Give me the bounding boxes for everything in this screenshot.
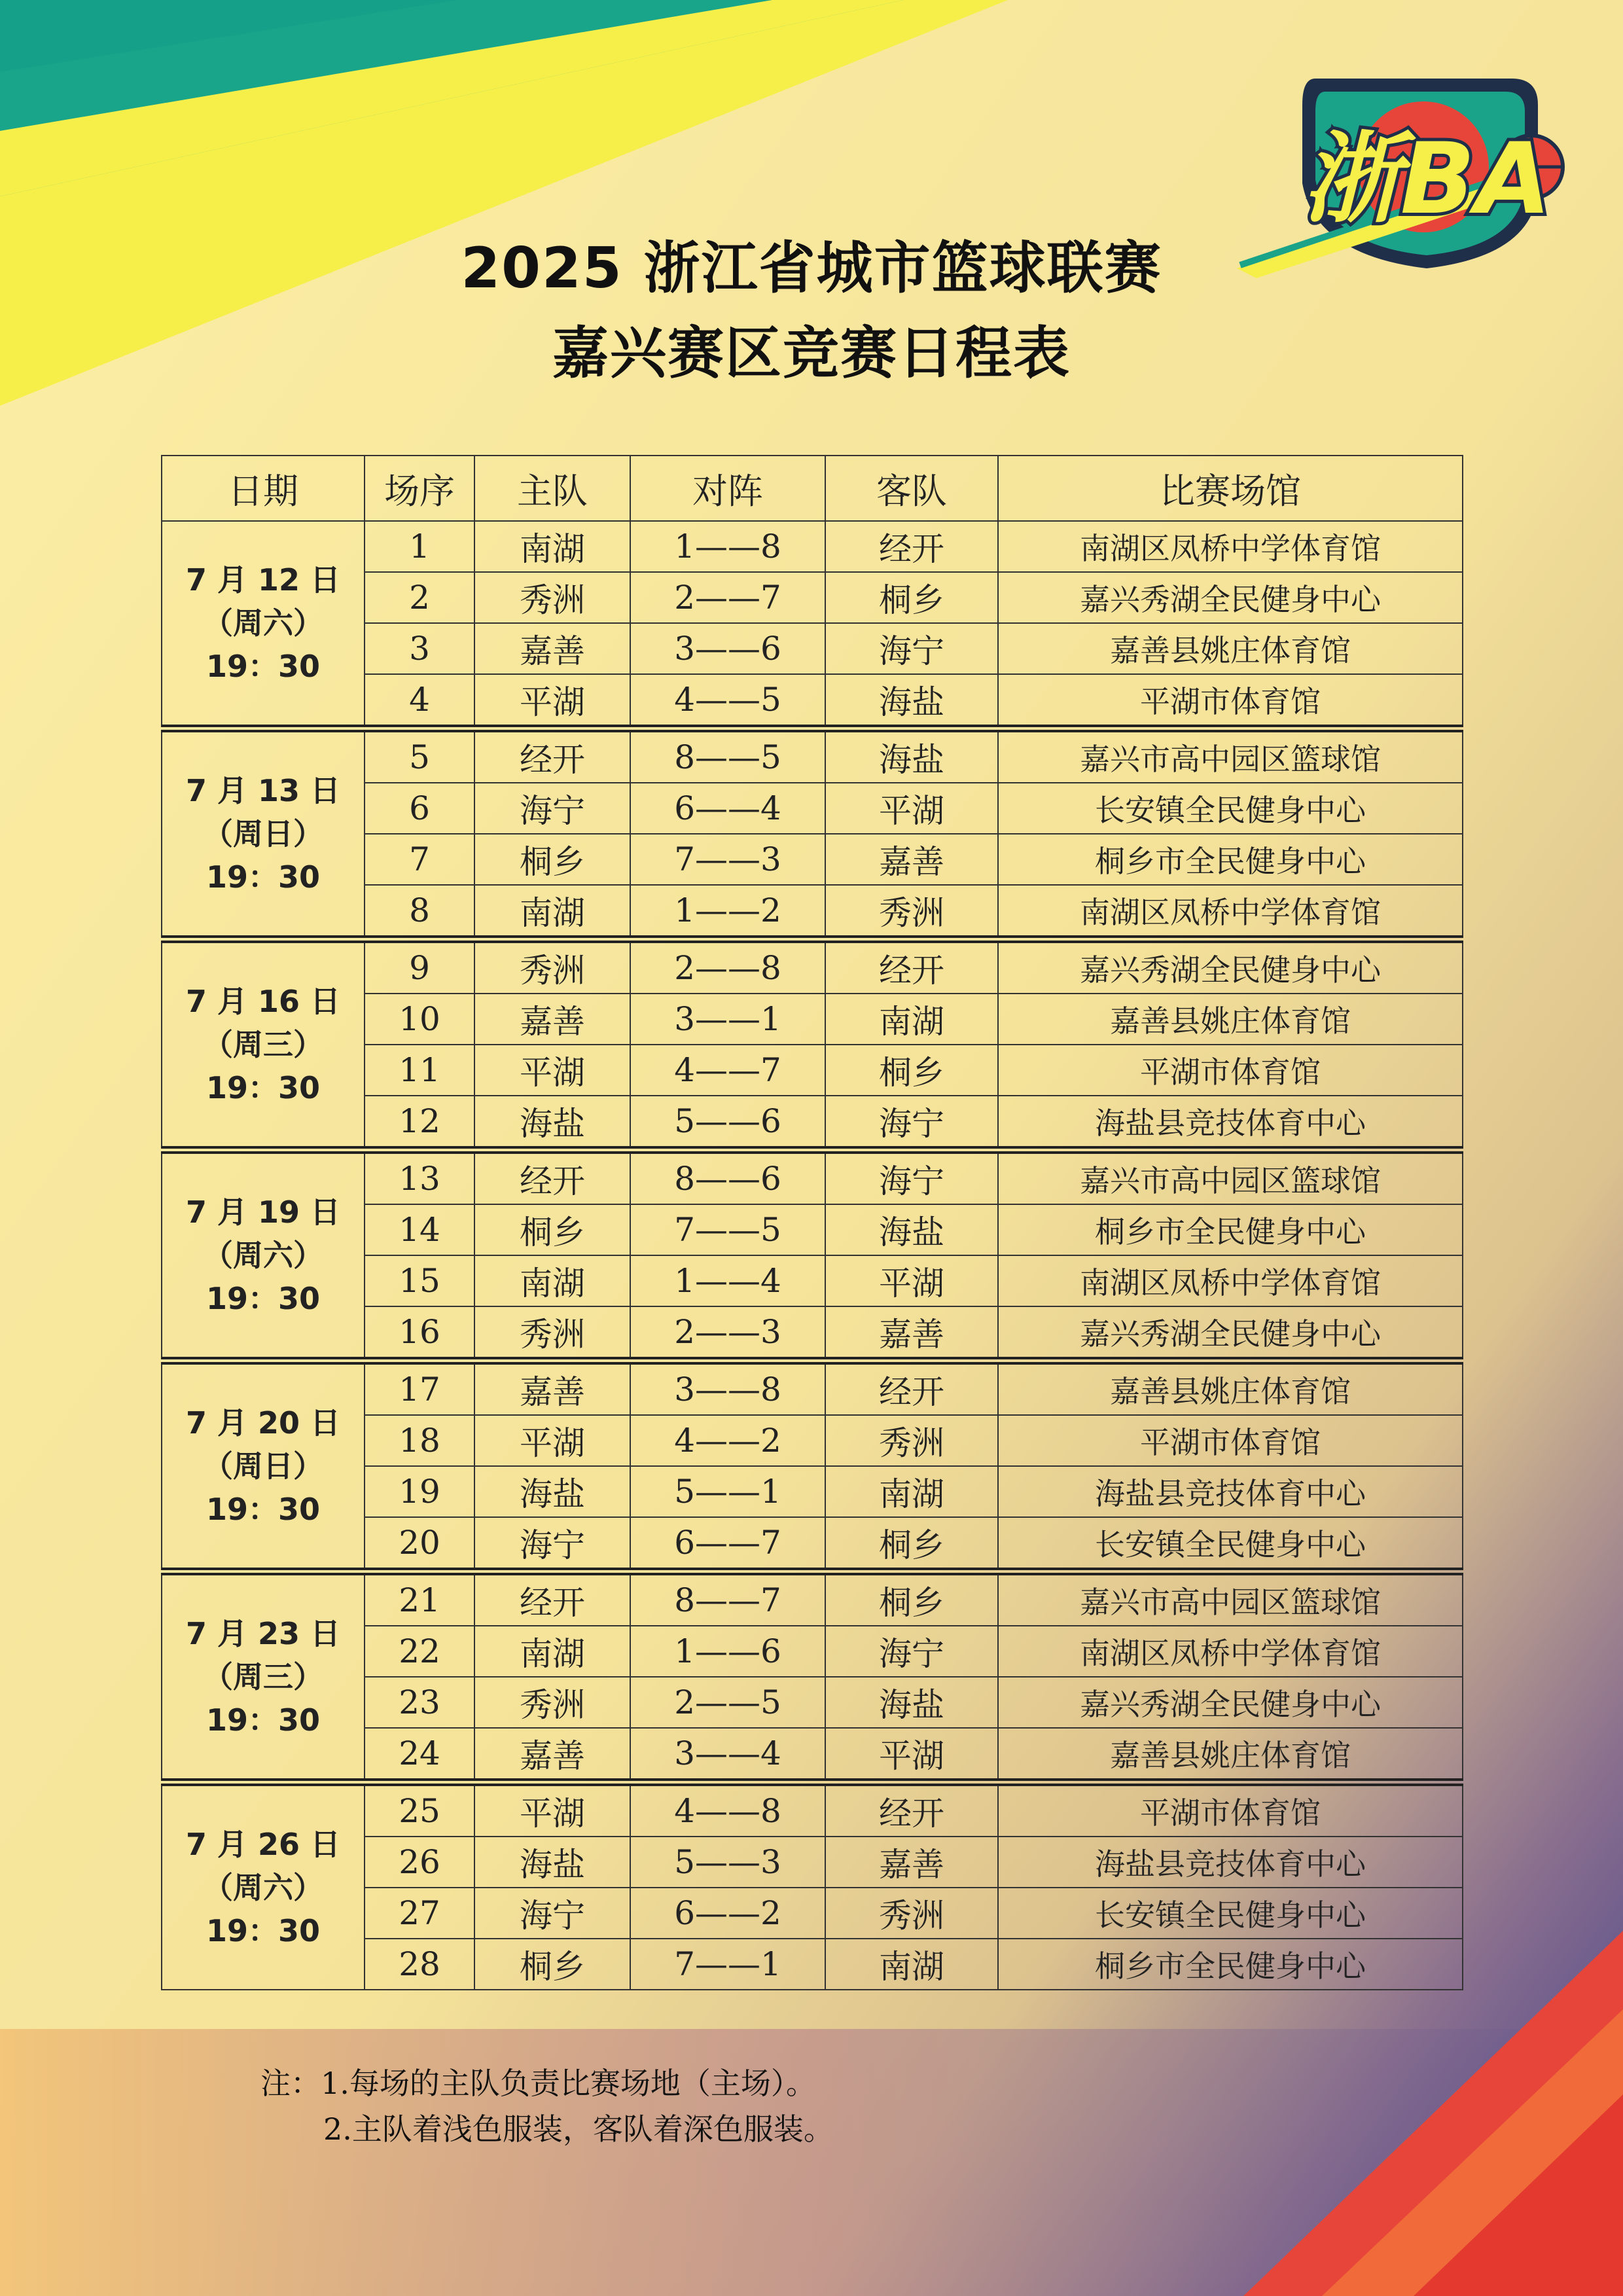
home-team-cell: 秀洲 <box>474 572 630 623</box>
note-line-1: 注：1.每场的主队负责比赛场地（主场）。 <box>260 2066 816 2101</box>
away-team-cell: 秀洲 <box>825 1888 998 1939</box>
header-away-team: 客队 <box>825 456 998 521</box>
venue-cell: 桐乡市全民健身中心 <box>998 1204 1463 1255</box>
date-date: 7 月 26 日 <box>185 1827 341 1862</box>
note-line-2: 2.主队着浅色服装，客队着深色服装。 <box>323 2111 834 2147</box>
date-date: 7 月 13 日 <box>185 773 341 808</box>
game-number-cell: 11 <box>365 1045 474 1096</box>
date-cell <box>162 521 365 728</box>
matchup-cell: 2——7 <box>630 572 825 623</box>
home-team-cell: 海盐 <box>474 1837 630 1888</box>
game-number-cell: 9 <box>365 939 474 994</box>
home-team-cell: 秀洲 <box>474 1677 630 1728</box>
home-team-cell: 海宁 <box>474 1888 630 1939</box>
date-weekday: （周日） <box>203 1448 323 1484</box>
table-row <box>162 728 1463 783</box>
date-time: 19：30 <box>205 1070 321 1105</box>
venue-cell: 嘉兴市高中园区篮球馆 <box>998 728 1463 783</box>
game-number-cell: 19 <box>365 1466 474 1517</box>
game-number-cell: 3 <box>365 623 474 674</box>
table-row <box>162 939 1463 994</box>
home-team-cell: 平湖 <box>474 674 630 728</box>
date-date: 7 月 23 日 <box>185 1616 341 1651</box>
game-number-cell: 1 <box>365 521 474 572</box>
date-cell <box>162 728 365 939</box>
matchup-cell: 6——2 <box>630 1888 825 1939</box>
game-number-cell: 13 <box>365 1150 474 1204</box>
venue-cell: 嘉善县姚庄体育馆 <box>998 1361 1463 1415</box>
date-date: 7 月 19 日 <box>185 1194 341 1230</box>
date-cell <box>162 1150 365 1361</box>
home-team-cell: 经开 <box>474 1571 630 1626</box>
matchup-cell: 4——8 <box>630 1782 825 1837</box>
venue-cell: 平湖市体育馆 <box>998 1782 1463 1837</box>
home-team-cell: 海宁 <box>474 783 630 834</box>
date-time: 19：30 <box>205 1913 321 1948</box>
table-row <box>162 1571 1463 1626</box>
game-number-cell: 28 <box>365 1939 474 1990</box>
venue-cell: 桐乡市全民健身中心 <box>998 1939 1463 1990</box>
date-weekday: （周六） <box>203 1238 323 1273</box>
page-title-line1: 2025 浙江省城市篮球联赛 <box>461 236 1162 301</box>
matchup-cell: 5——3 <box>630 1837 825 1888</box>
svg-text:浙BA: 浙BA <box>1302 122 1552 236</box>
venue-cell: 嘉善县姚庄体育馆 <box>998 994 1463 1045</box>
matchup-cell: 6——7 <box>630 1517 825 1571</box>
date-time: 19：30 <box>205 1702 321 1738</box>
away-team-cell: 南湖 <box>825 1939 998 1990</box>
matchup-cell: 4——2 <box>630 1415 825 1466</box>
away-team-cell: 经开 <box>825 939 998 994</box>
venue-cell: 嘉兴秀湖全民健身中心 <box>998 939 1463 994</box>
matchup-cell: 7——1 <box>630 1939 825 1990</box>
away-team-cell: 海盐 <box>825 1677 998 1728</box>
game-number-cell: 21 <box>365 1571 474 1626</box>
away-team-cell: 桐乡 <box>825 572 998 623</box>
away-team-cell: 南湖 <box>825 994 998 1045</box>
date-weekday: （周日） <box>203 816 323 852</box>
venue-cell: 平湖市体育馆 <box>998 1045 1463 1096</box>
date-cell <box>162 1782 365 1990</box>
header-venue: 比赛场馆 <box>998 456 1463 521</box>
matchup-cell: 3——8 <box>630 1361 825 1415</box>
game-number-cell: 18 <box>365 1415 474 1466</box>
game-number-cell: 4 <box>365 674 474 728</box>
game-number-cell: 2 <box>365 572 474 623</box>
venue-cell: 嘉兴秀湖全民健身中心 <box>998 572 1463 623</box>
away-team-cell: 桐乡 <box>825 1517 998 1571</box>
matchup-cell: 6——4 <box>630 783 825 834</box>
home-team-cell: 桐乡 <box>474 1939 630 1990</box>
date-date: 7 月 16 日 <box>185 984 341 1019</box>
game-number-cell: 5 <box>365 728 474 783</box>
away-team-cell: 海宁 <box>825 1096 998 1150</box>
table-row <box>162 521 1463 572</box>
header-home-team: 主队 <box>474 456 630 521</box>
date-date: 7 月 12 日 <box>185 562 341 598</box>
away-team-cell: 经开 <box>825 1782 998 1837</box>
home-team-cell: 秀洲 <box>474 1306 630 1361</box>
away-team-cell: 秀洲 <box>825 885 998 939</box>
matchup-cell: 5——1 <box>630 1466 825 1517</box>
venue-cell: 海盐县竞技体育中心 <box>998 1466 1463 1517</box>
venue-cell: 海盐县竞技体育中心 <box>998 1837 1463 1888</box>
game-number-cell: 8 <box>365 885 474 939</box>
matchup-cell: 8——7 <box>630 1571 825 1626</box>
game-number-cell: 7 <box>365 834 474 885</box>
home-team-cell: 海盐 <box>474 1466 630 1517</box>
home-team-cell: 桐乡 <box>474 834 630 885</box>
venue-cell: 嘉善县姚庄体育馆 <box>998 623 1463 674</box>
venue-cell: 嘉兴秀湖全民健身中心 <box>998 1677 1463 1728</box>
venue-cell: 嘉兴秀湖全民健身中心 <box>998 1306 1463 1361</box>
away-team-cell: 平湖 <box>825 1255 998 1306</box>
page-title-line2: 嘉兴赛区竞赛日程表 <box>552 321 1071 386</box>
away-team-cell: 海宁 <box>825 623 998 674</box>
home-team-cell: 秀洲 <box>474 939 630 994</box>
game-number-cell: 16 <box>365 1306 474 1361</box>
game-number-cell: 6 <box>365 783 474 834</box>
home-team-cell: 桐乡 <box>474 1204 630 1255</box>
away-team-cell: 经开 <box>825 1361 998 1415</box>
table-row <box>162 1782 1463 1837</box>
home-team-cell: 南湖 <box>474 885 630 939</box>
venue-cell: 平湖市体育馆 <box>998 674 1463 728</box>
notes <box>260 2060 834 2152</box>
away-team-cell: 经开 <box>825 521 998 572</box>
venue-cell: 海盐县竞技体育中心 <box>998 1096 1463 1150</box>
date-time: 19：30 <box>205 859 321 895</box>
home-team-cell: 南湖 <box>474 1626 630 1677</box>
venue-cell: 南湖区凤桥中学体育馆 <box>998 885 1463 939</box>
away-team-cell: 海盐 <box>825 1204 998 1255</box>
home-team-cell: 平湖 <box>474 1045 630 1096</box>
away-team-cell: 海盐 <box>825 728 998 783</box>
home-team-cell: 海盐 <box>474 1096 630 1150</box>
venue-cell: 南湖区凤桥中学体育馆 <box>998 1626 1463 1677</box>
game-number-cell: 20 <box>365 1517 474 1571</box>
game-number-cell: 25 <box>365 1782 474 1837</box>
date-cell <box>162 1571 365 1782</box>
home-team-cell: 南湖 <box>474 521 630 572</box>
schedule-body <box>162 521 1463 1990</box>
home-team-cell: 平湖 <box>474 1415 630 1466</box>
game-number-cell: 12 <box>365 1096 474 1150</box>
matchup-cell: 8——6 <box>630 1150 825 1204</box>
matchup-cell: 7——3 <box>630 834 825 885</box>
game-number-cell: 27 <box>365 1888 474 1939</box>
away-team-cell: 平湖 <box>825 1728 998 1782</box>
game-number-cell: 17 <box>365 1361 474 1415</box>
date-weekday: （周三） <box>203 1027 323 1062</box>
away-team-cell: 嘉善 <box>825 834 998 885</box>
venue-cell: 长安镇全民健身中心 <box>998 1888 1463 1939</box>
matchup-cell: 4——5 <box>630 674 825 728</box>
matchup-cell: 1——4 <box>630 1255 825 1306</box>
date-weekday: （周六） <box>203 605 323 641</box>
date-time: 19：30 <box>205 1281 321 1316</box>
date-time: 19：30 <box>205 1492 321 1527</box>
away-team-cell: 平湖 <box>825 783 998 834</box>
matchup-cell: 3——4 <box>630 1728 825 1782</box>
header-game-number: 场序 <box>365 456 474 521</box>
date-date: 7 月 20 日 <box>185 1405 341 1441</box>
venue-cell: 南湖区凤桥中学体育馆 <box>998 1255 1463 1306</box>
schedule-table <box>161 455 1463 1990</box>
away-team-cell: 南湖 <box>825 1466 998 1517</box>
matchup-cell: 3——1 <box>630 994 825 1045</box>
game-number-cell: 26 <box>365 1837 474 1888</box>
matchup-cell: 2——8 <box>630 939 825 994</box>
venue-cell: 长安镇全民健身中心 <box>998 1517 1463 1571</box>
venue-cell: 桐乡市全民健身中心 <box>998 834 1463 885</box>
home-team-cell: 经开 <box>474 1150 630 1204</box>
venue-cell: 南湖区凤桥中学体育馆 <box>998 521 1463 572</box>
away-team-cell: 海宁 <box>825 1150 998 1204</box>
date-weekday: （周六） <box>203 1870 323 1905</box>
game-number-cell: 14 <box>365 1204 474 1255</box>
venue-cell: 嘉兴市高中园区篮球馆 <box>998 1571 1463 1626</box>
away-team-cell: 海盐 <box>825 674 998 728</box>
venue-cell: 嘉兴市高中园区篮球馆 <box>998 1150 1463 1204</box>
away-team-cell: 桐乡 <box>825 1571 998 1626</box>
away-team-cell: 桐乡 <box>825 1045 998 1096</box>
home-team-cell: 平湖 <box>474 1782 630 1837</box>
game-number-cell: 24 <box>365 1728 474 1782</box>
game-number-cell: 15 <box>365 1255 474 1306</box>
away-team-cell: 嘉善 <box>825 1837 998 1888</box>
away-team-cell: 海宁 <box>825 1626 998 1677</box>
home-team-cell: 嘉善 <box>474 1361 630 1415</box>
venue-cell: 平湖市体育馆 <box>998 1415 1463 1466</box>
home-team-cell: 南湖 <box>474 1255 630 1306</box>
home-team-cell: 经开 <box>474 728 630 783</box>
header-matchup: 对阵 <box>630 456 825 521</box>
matchup-cell: 4——7 <box>630 1045 825 1096</box>
matchup-cell: 7——5 <box>630 1204 825 1255</box>
matchup-cell: 2——3 <box>630 1306 825 1361</box>
matchup-cell: 8——5 <box>630 728 825 783</box>
table-header-row <box>162 456 1463 521</box>
header-date: 日期 <box>162 456 365 521</box>
table-row <box>162 1361 1463 1415</box>
game-number-cell: 22 <box>365 1626 474 1677</box>
home-team-cell: 嘉善 <box>474 1728 630 1782</box>
game-number-cell: 23 <box>365 1677 474 1728</box>
away-team-cell: 嘉善 <box>825 1306 998 1361</box>
matchup-cell: 1——8 <box>630 521 825 572</box>
date-weekday: （周三） <box>203 1659 323 1695</box>
matchup-cell: 1——2 <box>630 885 825 939</box>
home-team-cell: 嘉善 <box>474 623 630 674</box>
table-row <box>162 1150 1463 1204</box>
matchup-cell: 1——6 <box>630 1626 825 1677</box>
venue-cell: 长安镇全民健身中心 <box>998 783 1463 834</box>
venue-cell: 嘉善县姚庄体育馆 <box>998 1728 1463 1782</box>
home-team-cell: 海宁 <box>474 1517 630 1571</box>
date-time: 19：30 <box>205 649 321 684</box>
matchup-cell: 3——6 <box>630 623 825 674</box>
date-cell <box>162 939 365 1150</box>
matchup-cell: 5——6 <box>630 1096 825 1150</box>
home-team-cell: 嘉善 <box>474 994 630 1045</box>
game-number-cell: 10 <box>365 994 474 1045</box>
matchup-cell: 2——5 <box>630 1677 825 1728</box>
date-cell <box>162 1361 365 1571</box>
away-team-cell: 秀洲 <box>825 1415 998 1466</box>
